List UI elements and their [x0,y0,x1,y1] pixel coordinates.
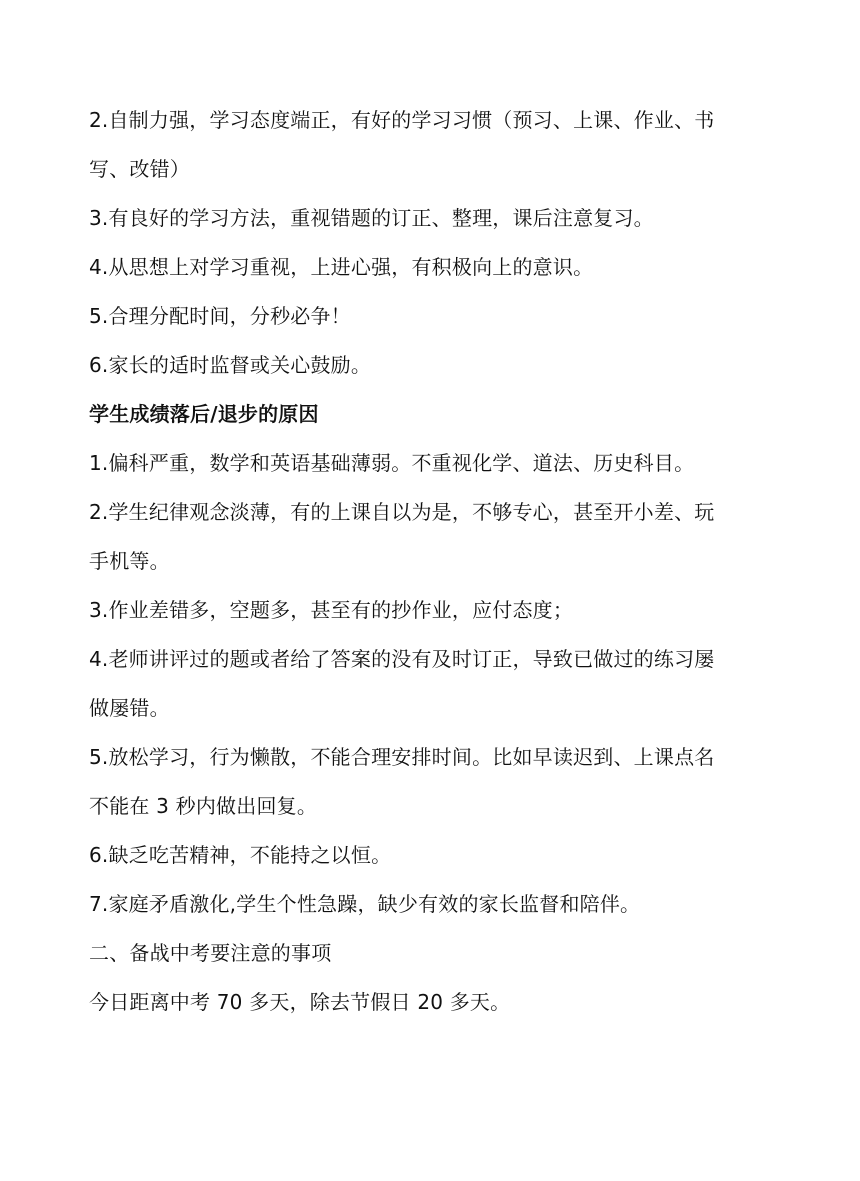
paragraph-line: 4.老师讲评过的题或者给了答案的没有及时订正，导致已做过的练习屡 [89,647,715,671]
paragraph-line: 5.放松学习，行为懒散，不能合理安排时间。比如早读迟到、上课点名 [89,745,715,769]
paragraph-line: 3.有良好的学习方法，重视错题的订正、整理，课后注意复习。 [89,206,654,230]
paragraph-line: 7.家庭矛盾激化,学生个性急躁，缺少有效的家长监督和陪伴。 [89,892,641,916]
paragraph-line: 今日距离中考 70 多天，除去节假日 20 多天。 [89,990,511,1014]
paragraph-line: 不能在 3 秒内做出回复。 [89,794,318,818]
paragraph-line: 6.缺乏吃苦精神，不能持之以恒。 [89,843,392,867]
paragraph-line: 写、改错） [89,157,190,181]
paragraph-line: 6.家长的适时监督或关心鼓励。 [89,353,372,377]
section-heading: 学生成绩落后/退步的原因 [89,402,319,426]
paragraph-line: 3.作业差错多，空题多，甚至有的抄作业，应付态度； [89,598,574,622]
paragraph-line: 手机等。 [89,549,170,573]
paragraph-line: 1.偏科严重，数学和英语基础薄弱。不重视化学、道法、历史科目。 [89,451,695,475]
section-heading: 二、备战中考要注意的事项 [89,941,332,965]
paragraph-line: 2.学生纪律观念淡薄，有的上课自以为是，不够专心，甚至开小差、玩 [89,500,715,524]
document-page [89,96,779,1027]
paragraph-line: 4.从思想上对学习重视，上进心强，有积极向上的意识。 [89,255,594,279]
paragraph-line: 2.自制力强，学习态度端正，有好的学习习惯（预习、上课、作业、书 [89,108,715,132]
paragraph-line: 做屡错。 [89,696,170,720]
paragraph-line: 5.合理分配时间，分秒必争！ [89,304,351,328]
